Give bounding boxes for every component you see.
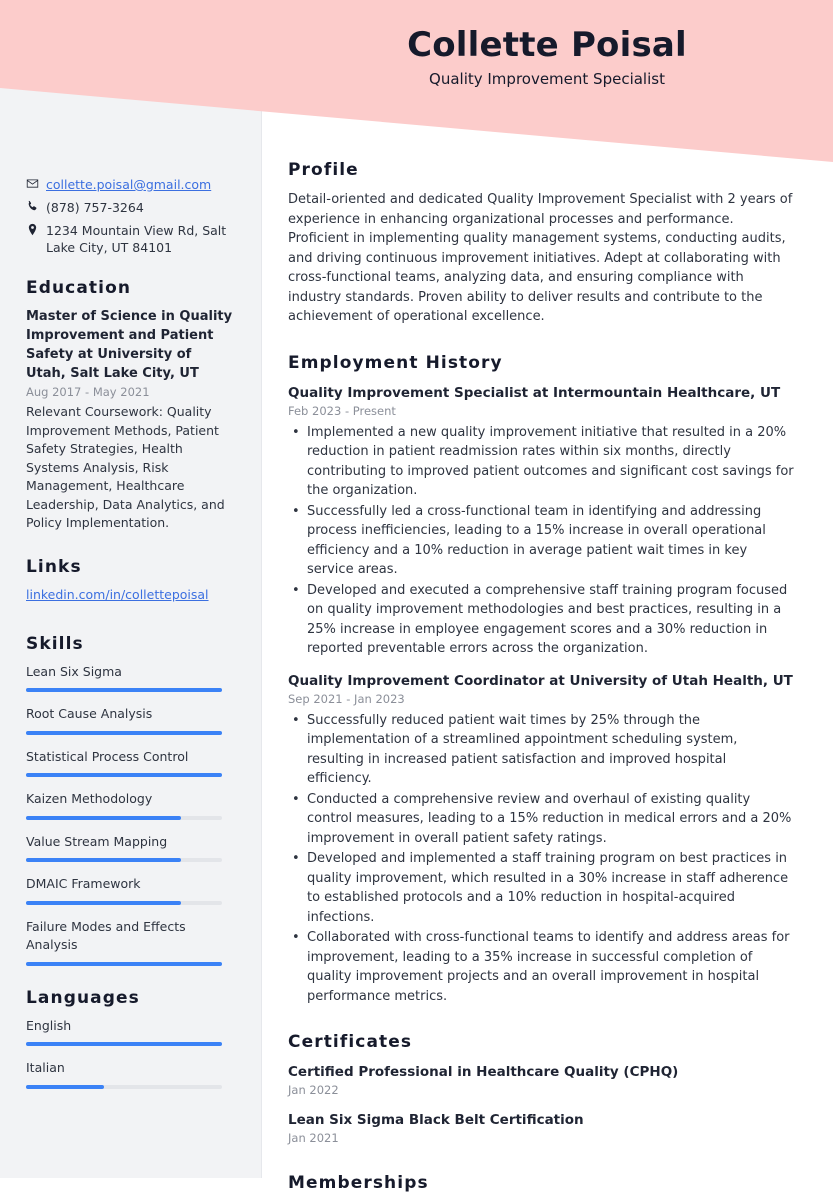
main-content (261, 160, 833, 1203)
profile-heading: Profile (288, 160, 359, 180)
language-bar-fill (26, 1042, 222, 1046)
language-bar-fill (26, 1085, 104, 1089)
job-entry (288, 383, 795, 659)
job-bullet: • Successfully led a cross-functional team in identifying and addressing process inefficiencies, leading to a 15% increase in overall operational efficiency and a 10% reduction in average patient wait times in key service areas. (288, 502, 795, 580)
skill-item (26, 833, 235, 863)
languages-section (26, 988, 235, 1089)
languages-heading: Languages (26, 987, 140, 1008)
certificates-section (288, 1032, 795, 1147)
skill-bar-fill (26, 688, 222, 692)
candidate-job-title: Quality Improvement Specialist (429, 70, 665, 88)
skill-bar (26, 816, 222, 820)
skill-bar-fill (26, 901, 181, 905)
skills-list (26, 663, 235, 966)
skill-item (26, 918, 235, 966)
skill-bar-fill (26, 816, 181, 820)
languages-list (26, 1017, 235, 1089)
language-bar (26, 1042, 222, 1046)
skill-bar (26, 731, 222, 735)
skill-label: Failure Modes and Effects Analysis (26, 918, 186, 952)
employment-section (288, 353, 795, 1007)
certificate-name: Lean Six Sigma Black Belt Certification (288, 1112, 584, 1128)
memberships-section (288, 1173, 795, 1193)
header (261, 0, 833, 110)
education-date: Aug 2017 - May 2021 (26, 385, 150, 399)
skill-item (26, 790, 235, 820)
job-title: Quality Improvement Coordinator at University of Utah Health, UT (288, 672, 793, 689)
skill-item (26, 875, 235, 905)
skill-bar-fill (26, 731, 222, 735)
certificate-item (288, 1110, 795, 1147)
language-label: English (26, 1017, 72, 1033)
job-bullets (288, 423, 795, 659)
language-item (26, 1017, 235, 1047)
skill-item (26, 663, 235, 693)
contact-address-text: 1234 Mountain View Rd, Salt Lake City, UT 84101 (46, 223, 227, 255)
education-description: Relevant Coursework: Quality Improvement Methods, Patient Safety Strategies, Health Systems Analysis, Risk Management, Healthcare Leadership, Data Analytics, and Policy Implementation. (26, 404, 225, 530)
certificates-heading: Certificates (288, 1032, 413, 1052)
job-bullet: • Successfully reduced patient wait times by 25% through the implementation of a streamlined appointment scheduling system, resulting in increased patient satisfaction and improved hospital efficiency. (288, 711, 795, 789)
certificate-item (288, 1062, 795, 1099)
certificate-date: Jan 2021 (288, 1131, 339, 1145)
phone-icon (26, 199, 46, 213)
jobs-list (288, 383, 795, 1007)
links-section (26, 557, 235, 604)
candidate-name: Collette Poisal (407, 25, 687, 65)
skill-label: Kaizen Methodology (26, 791, 153, 806)
links-heading: Links (26, 556, 82, 577)
contact-address-row (26, 222, 235, 256)
skill-bar-fill (26, 962, 222, 966)
link-linkedin[interactable]: linkedin.com/in/collettepoisal (26, 586, 209, 602)
skill-label: DMAIC Framework (26, 876, 141, 891)
profile-section (288, 160, 795, 327)
employment-heading: Employment History (288, 352, 503, 373)
skill-label: Root Cause Analysis (26, 706, 153, 721)
skill-bar (26, 962, 222, 966)
skills-heading: Skills (26, 633, 84, 654)
skill-label: Lean Six Sigma (26, 663, 122, 679)
language-bar (26, 1085, 222, 1089)
job-bullet: • Implemented a new quality improvement initiative that resulted in a 20% reduction in patient readmission rates within six months, directly contributing to improved patient outcomes and significant cost savings for the organization. (288, 423, 795, 501)
contact-phone-text: (878) 757-3264 (46, 200, 144, 215)
skill-bar (26, 773, 222, 777)
skill-bar-fill (26, 858, 181, 862)
sidebar-content (0, 176, 261, 1102)
skills-section (26, 634, 235, 966)
language-item (26, 1059, 235, 1089)
job-date: Sep 2021 - Jan 2023 (288, 691, 405, 706)
certificate-date: Jan 2022 (288, 1083, 339, 1097)
education-heading: Education (26, 278, 132, 298)
skill-label: Statistical Process Control (26, 748, 189, 764)
job-bullet: • Developed and implemented a staff training program on best practices in quality improvement, which resulted in a 30% increase in staff adherence to established protocols and a 10% reduction in hospital-acquired infections. (288, 849, 795, 927)
education-section (26, 278, 235, 533)
profile-text: Detail-oriented and dedicated Quality Improvement Specialist with 2 years of experience in enhancing organizational processes and performance. Proficient in implementing quality management systems, conducting audits, and driving continuous improvement initiatives. Adept at collaborating with cross-functional teams, analyzing data, and ensuring compliance with industry standards. Proven ability to deliver results and contribute to the achievement of operational excellence. (288, 192, 793, 324)
job-date: Feb 2023 - Present (288, 403, 396, 418)
memberships-heading: Memberships (288, 1173, 429, 1193)
map-pin-icon (26, 222, 46, 236)
skill-bar (26, 688, 222, 692)
contact-phone-row (26, 199, 235, 216)
job-title: Quality Improvement Specialist at Intermountain Healthcare, UT (288, 384, 781, 401)
skill-bar (26, 858, 222, 862)
skill-label: Value Stream Mapping (26, 833, 168, 849)
job-bullet: • Conducted a comprehensive review and overhaul of existing quality control measures, leading to a 15% reduction in medical errors and a 20% improvement in overall patient safety ratings. (288, 790, 795, 849)
envelope-icon (26, 176, 46, 190)
skill-bar (26, 901, 222, 905)
contact-list (26, 176, 235, 256)
skill-item (26, 748, 235, 778)
job-entry (288, 671, 795, 1007)
job-bullet: • Collaborated with cross-functional teams to identify and address areas for improvement, leading to a 35% increase in successful completion of quality improvement projects and an overall improvement in hospital performance metrics. (288, 928, 795, 1006)
education-item (26, 307, 235, 533)
job-bullet: • Developed and executed a comprehensive staff training program focused on quality improvement methodologies and best practices, resulting in a 25% increase in employee engagement scores and a 30% reduction in reported preventable errors across the organization. (288, 581, 795, 659)
education-degree: Master of Science in Quality Improvement and Patient Safety at University of Utah, Salt Lake City, UT (26, 309, 233, 381)
certificate-name: Certified Professional in Healthcare Quality (CPHQ) (288, 1064, 679, 1080)
contact-email-row[interactable] (26, 176, 235, 193)
skill-item (26, 705, 235, 735)
job-bullets (288, 711, 795, 1007)
skill-bar-fill (26, 773, 222, 777)
certificates-list (288, 1062, 795, 1147)
language-label: Italian (26, 1060, 65, 1075)
contact-email-link[interactable]: collette.poisal@gmail.com (46, 177, 212, 192)
